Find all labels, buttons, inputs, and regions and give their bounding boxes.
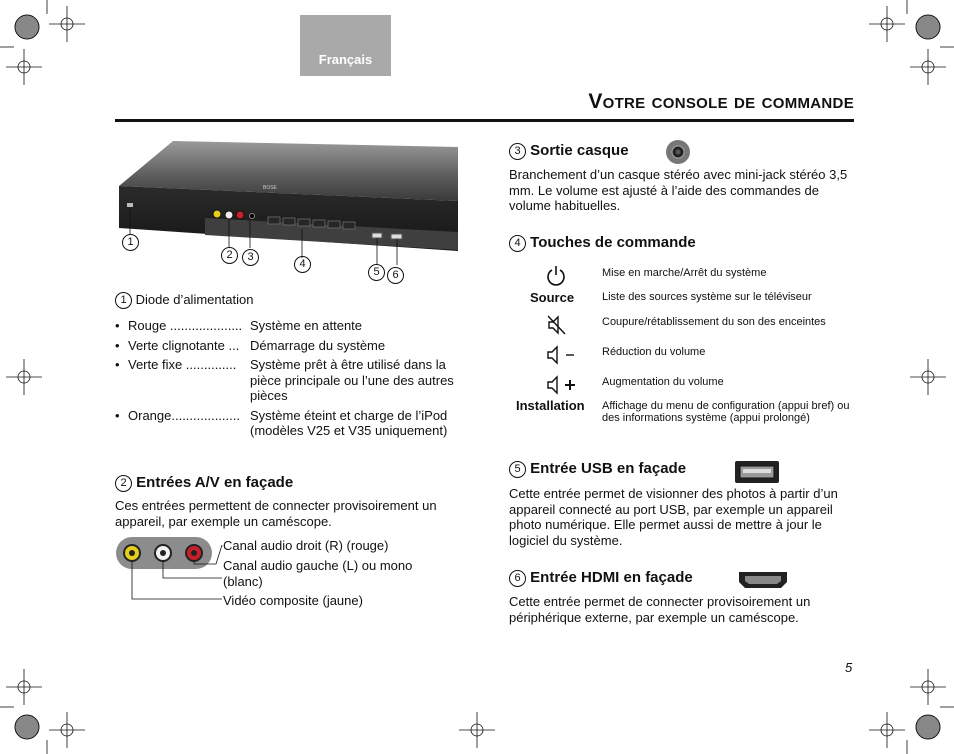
list-item: • Verte clignotante ... Démarrage du système <box>115 337 386 353</box>
hdmi-port-icon <box>737 569 789 591</box>
mute-icon <box>546 314 568 336</box>
callout-4: 4 <box>294 256 311 273</box>
headphone-jack-icon <box>665 139 691 165</box>
language-tab <box>300 15 391 76</box>
list-item: • Rouge .................... Système en attente <box>115 318 363 333</box>
av-jacks-diagram <box>114 536 224 611</box>
front-audio-left-jack <box>225 211 233 219</box>
page-number: 5 <box>845 660 853 675</box>
color-wheel-bottom-right-icon <box>916 715 940 739</box>
headphone-num: 3 <box>509 143 526 160</box>
usb-num: 5 <box>509 461 526 478</box>
control-desc-volume-up: Augmentation du volume <box>602 376 724 388</box>
jack-label-video: Vidéo composite (jaune) <box>223 593 363 608</box>
console-illustration <box>113 133 463 283</box>
language-tab-label: Français <box>318 52 373 67</box>
front-usb-port <box>372 233 382 238</box>
controls-heading-text: Touches de commande <box>530 234 696 251</box>
power-led <box>127 203 133 207</box>
control-desc-mute: Coupure/rétablissement du son des enceintes <box>602 316 826 328</box>
usb-text: Cette entrée permet de visionner des photos à partir d’un appareil connecté au port USB, par exemple un appareil photo numérique. Elle permet aussi de mettre à jour le logiciel du système. <box>509 486 838 548</box>
hdmi-text: Cette entrée permet de connecter provisoirement un périphérique externe, par exemple un caméscope. <box>509 594 811 625</box>
list-item: • Verte fixe .............. Système prêt à être utilisé dans la pièce principale ou l’une des autres pièces <box>115 357 454 403</box>
jack-label-left: Canal audio gauche (L) ou mono (blanc) <box>223 558 413 589</box>
control-desc-installation: Affichage du menu de configuration (appui bref) ou des informations système (appui prolongé) <box>602 400 850 424</box>
led-num: 1 <box>115 292 132 309</box>
front-hdmi-port <box>391 234 402 239</box>
av-heading-text: Entrées A/V en façade <box>136 474 294 491</box>
front-audio-right-jack <box>236 211 244 219</box>
headphone-heading <box>509 142 629 160</box>
installation-key: Installation <box>516 398 585 413</box>
color-wheel-top-left-icon <box>15 15 39 39</box>
hdmi-heading <box>509 569 693 587</box>
headphone-heading-text: Sortie casque <box>530 142 629 159</box>
page-title: Votre console de commande <box>588 90 854 113</box>
headphone-text: Branchement d’un casque stéréo avec mini-jack stéréo 3,5 mm. Le volume est ajusté à l’aide des commandes de volume habituelles. <box>509 167 848 213</box>
color-wheel-top-right-icon <box>916 15 940 39</box>
front-headphone-jack <box>250 214 255 219</box>
av-heading <box>115 474 293 492</box>
title-rule <box>115 119 854 122</box>
callout-6: 6 <box>387 267 404 284</box>
volume-down-icon <box>545 344 579 366</box>
callout-3: 3 <box>242 249 259 266</box>
controls-heading <box>509 234 696 252</box>
console-logo: BOSE <box>263 185 277 191</box>
controls-num: 4 <box>509 235 526 252</box>
led-heading <box>115 292 253 309</box>
color-wheel-bottom-left-icon <box>15 715 39 739</box>
list-item: • Orange................... Système éteint et charge de l’iPod (modèles V25 et V35 uniquement) <box>115 407 448 438</box>
callout-1: 1 <box>122 234 139 251</box>
hdmi-heading-text: Entrée HDMI en façade <box>530 569 693 586</box>
av-text: Ces entrées permettent de connecter provisoirement un appareil, par exemple un caméscope. <box>115 498 437 529</box>
jack-label-right: Canal audio droit (R) (rouge) <box>223 538 389 553</box>
led-list <box>115 318 475 443</box>
volume-up-icon <box>545 374 579 396</box>
control-desc-power: Mise en marche/Arrêt du système <box>602 267 767 279</box>
av-num: 2 <box>115 475 132 492</box>
front-video-jack <box>213 210 221 218</box>
usb-heading <box>509 460 686 478</box>
power-icon <box>545 264 567 286</box>
hdmi-num: 6 <box>509 570 526 587</box>
usb-heading-text: Entrée USB en façade <box>530 460 687 477</box>
led-heading-text: Diode d’alimentation <box>135 292 254 307</box>
usb-port-icon <box>734 460 780 484</box>
control-desc-volume-down: Réduction du volume <box>602 346 706 358</box>
callout-2: 2 <box>221 247 238 264</box>
source-key: Source <box>530 290 575 305</box>
control-desc-source: Liste des sources système sur le téléviseur <box>602 291 812 303</box>
callout-5: 5 <box>368 264 385 281</box>
